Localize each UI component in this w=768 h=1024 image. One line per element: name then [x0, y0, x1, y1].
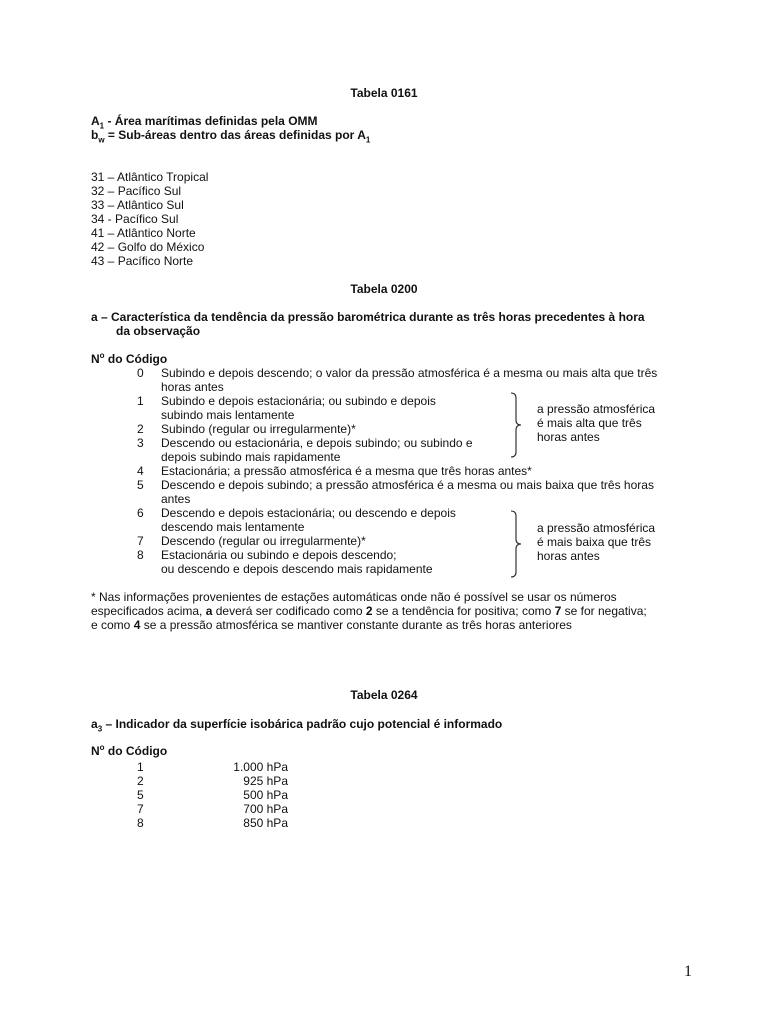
a3-text: – Indicador da superfície isobárica padrão cujo potencial é informado [102, 717, 503, 731]
code-number: 0 [137, 366, 144, 380]
code-description: Descendo ou estacionária, e depois subindo; ou subindo e [161, 436, 473, 450]
code-number: 5 [137, 788, 144, 802]
footnote-text: e como [91, 618, 134, 632]
code-number: 2 [137, 774, 144, 788]
codigo-label: do Código [104, 744, 168, 758]
footnote-text: se for negativa; [561, 604, 647, 618]
brace-note-line: horas antes [537, 549, 600, 563]
code-description: Descendo (regular ou irregularmente)* [161, 534, 366, 548]
area-item: 33 – Atlântico Sul [91, 198, 184, 212]
code-number: 8 [137, 816, 144, 830]
brace-note-line: a pressão atmosférica [537, 521, 656, 535]
codigo-n: N [91, 744, 100, 758]
area-item: 34 - Pacífico Sul [91, 212, 179, 226]
code-description: subindo mais lentamente [161, 408, 295, 422]
right-brace-icon [510, 510, 520, 578]
code-number: 4 [137, 464, 144, 478]
codigo-header [91, 744, 167, 758]
code-number: 1 [137, 760, 144, 774]
code-number: 5 [137, 478, 144, 492]
codigo-header [91, 352, 167, 366]
code-number: 2 [137, 422, 144, 436]
code-number: 7 [137, 802, 144, 816]
table-0264-title: Tabela 0264 [350, 688, 418, 702]
a1-subscript: 1 [99, 121, 105, 131]
brace-note-line: é mais alta que três [537, 416, 642, 430]
code-description: Subindo (regular ou irregularmente)* [161, 422, 356, 436]
area-item: 42 – Golfo do México [91, 240, 205, 254]
brace-note-line: é mais baixa que três [537, 535, 652, 549]
pressure-value: 700 hPa [243, 802, 288, 816]
brace-note-lower [537, 521, 655, 563]
code-description: ou descendo e depois descendo mais rapidamente [161, 562, 433, 576]
brace-note-higher [537, 402, 655, 444]
footnote-bold: 4 [133, 618, 141, 632]
footnote-text: especificados acima, [91, 604, 206, 618]
code-description: descendo mais lentamente [161, 520, 305, 534]
footnote-bold: 7 [554, 604, 562, 618]
area-item: 43 – Pacífico Norte [91, 254, 194, 268]
tendency-heading-line1: a – Característica da tendência da pressão barométrica durante as três horas precedentes à hora [91, 310, 645, 324]
code-number: 6 [137, 506, 144, 520]
code-number: 7 [137, 534, 144, 548]
code-description: Estacionária ou subindo e depois descendo; [161, 548, 397, 562]
footnote-line1: * Nas informações provenientes de estações automáticas onde não é possível se usar os números [91, 590, 617, 604]
footnote-text: se a pressão atmosférica se mantiver constante durante as três horas anteriores [140, 618, 572, 632]
table-0200-title: Tabela 0200 [350, 282, 418, 296]
codigo-label: do Código [104, 352, 168, 366]
brace-note-line: a pressão atmosférica [537, 402, 656, 416]
footnote-text: se a tendência for positiva; como [372, 604, 555, 618]
area-item: 32 – Pacífico Sul [91, 184, 182, 198]
right-brace-icon [510, 392, 520, 458]
tendency-heading-line2: da observação [116, 324, 201, 338]
footnote-text: deverá ser codificado como [212, 604, 366, 618]
pressure-value: 925 hPa [243, 774, 288, 788]
code-description: antes [161, 492, 191, 506]
a3-symbol: a [91, 717, 98, 731]
code-description: Estacionária; a pressão atmosférica é a mesma que três horas antes* [161, 464, 532, 478]
bw-symbol: b [91, 128, 99, 142]
table-0161-title: Tabela 0161 [350, 86, 418, 100]
code-number: 3 [137, 436, 144, 450]
page-number: 1 [684, 963, 692, 980]
a1-text: - Área marítimas definidas pela OMM [104, 114, 318, 128]
a1-symbol: A [91, 114, 100, 128]
footnote-bold: 2 [365, 604, 373, 618]
bw-definition [91, 128, 371, 145]
code-number: 1 [137, 394, 144, 408]
code-description: depois subindo mais rapidamente [161, 450, 341, 464]
footnote-line3 [91, 618, 572, 632]
footnote-line2 [91, 604, 647, 618]
bw-subscript-2: 1 [365, 135, 371, 145]
code-description: Subindo e depois estacionária; ou subindo e depois [161, 394, 436, 408]
bw-text: = Sub-áreas dentro das áreas definidas por A [104, 128, 366, 142]
footnote-bold: a [205, 604, 213, 618]
code-description: Descendo e depois estacionária; ou descendo e depois [161, 506, 456, 520]
codigo-sup: o [99, 743, 105, 752]
pressure-value: 1.000 hPa [233, 760, 288, 774]
codigo-n: N [91, 352, 100, 366]
code-description: horas antes [161, 380, 224, 394]
brace-note-line: horas antes [537, 430, 600, 444]
pressure-value: 500 hPa [243, 788, 288, 802]
area-item: 41 – Atlântico Norte [91, 226, 196, 240]
code-description: Descendo e depois subindo; a pressão atmosférica é a mesma ou mais baixa que três horas [161, 478, 654, 492]
codigo-sup: o [99, 351, 105, 360]
code-description: Subindo e depois descendo; o valor da pressão atmosférica é a mesma ou mais alta que três [161, 366, 658, 380]
a3-definition [91, 717, 503, 734]
a3-subscript: 3 [97, 724, 103, 734]
area-item: 31 – Atlântico Tropical [91, 170, 209, 184]
pressure-value: 850 hPa [243, 816, 288, 830]
bw-subscript: w [98, 135, 105, 145]
code-number: 8 [137, 548, 144, 562]
a1-definition [91, 114, 318, 131]
